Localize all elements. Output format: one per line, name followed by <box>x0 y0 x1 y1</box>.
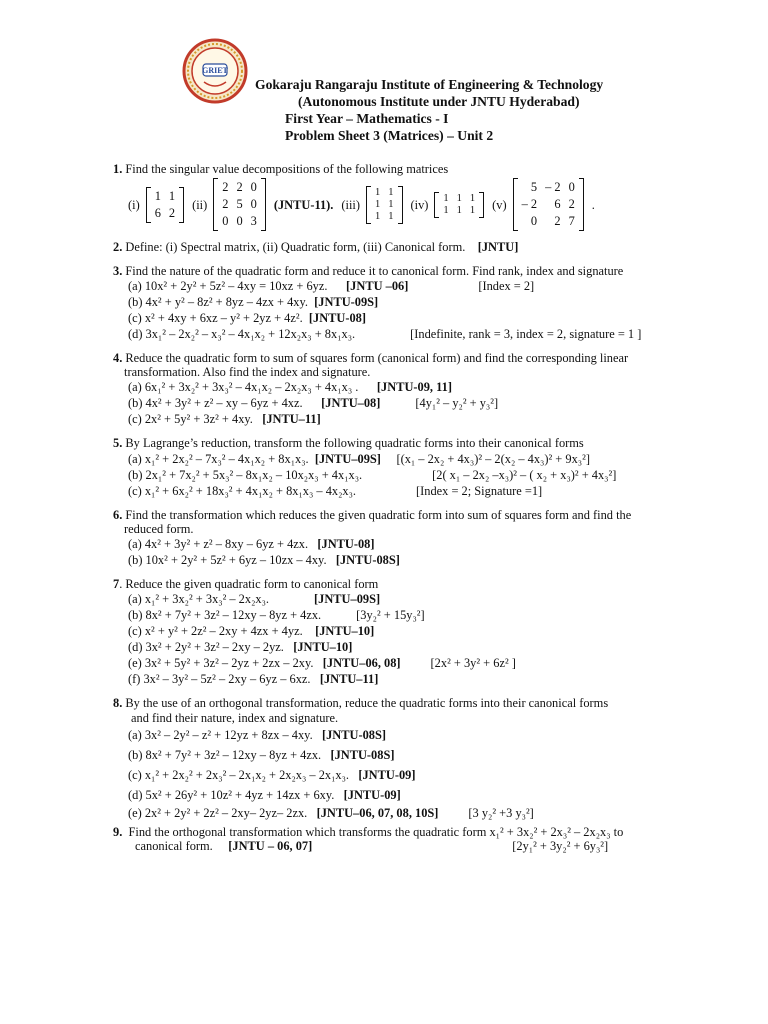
question-text: By the use of an orthogonal transformation, reduce the quadratic forms into their canonical forms <box>125 696 609 711</box>
question-text: Reduce the quadratic form to sum of squares form (canonical form) and find the corresponding linear <box>125 350 629 365</box>
question-8 <box>113 696 658 821</box>
problem-list <box>113 162 658 862</box>
question-5 <box>113 436 658 498</box>
question-number: 4. <box>113 350 123 365</box>
question-text: . Reduce the given quadratic form to canonical form <box>119 577 379 592</box>
question-text: Find the transformation which reduces the given quadratic form into sum of squares form and find the <box>125 507 632 522</box>
matrix-iv: 1 1 1 1 1 1 <box>434 192 484 218</box>
matrix-period: . <box>591 197 595 212</box>
question-number: 1. <box>113 162 123 176</box>
sub-question: (a) 4x² + 3y² + z² – 8xy – 6yz + 4zx. [JNTU-08] <box>128 537 375 552</box>
matrix-ii: 2 2 0 2 5 0 0 0 3 <box>213 178 266 231</box>
sub-question: (b) 4x² + y² – 8z² + 8yz – 4zx + 4xy. [JNTU-09S] <box>128 294 379 309</box>
question-number: 6. <box>113 507 123 522</box>
sub-question: (a) 6x₁² + 3x₂² + 3x₃² – 4x₁x₂ – 2x₂x₃ + 4x₁x₃ . [JNTU-09, 11] <box>128 380 452 395</box>
question-text-cont: reduced form. <box>124 521 194 536</box>
sub-question: (f) 3x² – 3y² – 5z² – 2xy – 6yz – 6xz. [JNTU–11] <box>128 672 379 687</box>
seal-lettering: GRIET <box>202 66 228 75</box>
sub-question: (c) x₁² + 2x₂² + 2x₃² – 2x₁x₂ + 2x₂x₃ – 2x₁x₃. [JNTU-09] <box>128 767 416 782</box>
question-number: 8. <box>113 696 123 711</box>
sub-question: (b) 8x² + 7y² + 3z² – 12xy – 8yz + 4zx. [JNTU-08S] <box>128 747 395 762</box>
question-2 <box>113 240 658 254</box>
question-text: By Lagrange’s reduction, transform the following quadratic forms into their canonical forms <box>125 436 584 451</box>
institute-name: Gokaraju Rangaraju Institute of Engineering & Technology <box>255 77 604 92</box>
question-text: Find the nature of the quadratic form and reduce it to canonical form. Find rank, index and signature <box>125 263 624 278</box>
sub-question: (e) 2x² + 2y² + 2z² – 2xy– 2yz– 2zx. [JNTU–06, 07, 08, 10S] [3 y₂² +3 y₃²] <box>128 805 534 820</box>
question-1 <box>113 162 658 231</box>
question-9 <box>113 825 658 854</box>
matrix-label: (iv) <box>410 197 429 212</box>
question-number: 7 <box>113 577 120 592</box>
matrix-label: (iii) <box>341 197 360 212</box>
course-title: First Year – Mathematics - I <box>285 111 449 126</box>
question-text-cont: canonical form. [JNTU – 06, 07] [2y₁² + 3y₂² + 6y₃²] <box>135 839 609 854</box>
question-text: Define: (i) Spectral matrix, (ii) Quadratic form, (iii) Canonical form. <box>125 240 466 255</box>
sheet-title: Problem Sheet 3 (Matrices) – Unit 2 <box>285 128 494 143</box>
question-number: 2. <box>113 240 123 255</box>
question-number: 9. <box>113 824 123 839</box>
question-text-cont: transformation. Also find the index and signature. <box>124 365 371 380</box>
matrix-label: (i) <box>128 197 140 212</box>
matrix-label: (ii) <box>192 197 208 212</box>
question-6 <box>113 508 658 569</box>
sub-question: (a) x₁² + 3x₂² + 3x₃² – 2x₂x₃. [JNTU–09S] <box>128 592 381 607</box>
question-text: Find the orthogonal transformation which transforms the quadratic form x₁² + 3x₂² + 2x₃² – 2x₂x₃ to <box>128 824 624 839</box>
document-header <box>255 76 675 144</box>
sub-question: (c) x² + y² + 2z² – 2xy + 4zx + 4yz. [JNTU–10] <box>128 624 375 639</box>
sub-question: (c) 2x² + 5y² + 3z² + 4xy. [JNTU–11] <box>128 412 321 427</box>
sub-question: (d) 5x² + 26y² + 10z² + 4yz + 14zx + 6xy. [JNTU-09] <box>128 787 401 802</box>
sub-question: (a) 10x² + 2y² + 5z² – 4xy = 10xz + 6yz. [JNTU –06] [Index = 2] <box>128 278 535 293</box>
sub-question: (b) 4x² + 3y² + z² – xy – 6yz + 4xz. [JNTU–08] [4y₁² – y₂² + y₃²] <box>128 396 499 411</box>
question-7 <box>113 577 658 687</box>
question-3 <box>113 264 658 342</box>
sub-question: (c) x² + 4xy + 6xz – y² + 2yz + 4z². [JNTU-08] <box>128 310 367 325</box>
sub-question: (b) 8x² + 7y² + 3z² – 12xy – 8yz + 4zx. [3y₂² + 15y₃²] <box>128 608 425 623</box>
college-seal-logo <box>182 38 248 104</box>
sub-question: (a) 3x² – 2y² – z² + 12yz + 8zx – 4xy. [JNTU-08S] <box>128 727 386 742</box>
matrix-v: 5 – 2 0 – 2 6 2 0 2 7 <box>513 178 584 231</box>
jntu-tag: [JNTU] <box>477 240 519 255</box>
sub-question: (b) 2x₁² + 7x₂² + 5x₃² – 8x₁x₂ – 10x₂x₃ + 4x₁x₃. [2( x₁ – 2x₂ –x₃)² – ( x₂ + x₃)² + 4x₃²] <box>128 467 617 482</box>
sub-question: (b) 10x² + 2y² + 5z² + 6yz – 10zx – 4xy. [JNTU-08S] <box>128 553 400 568</box>
sub-question: (e) 3x² + 5y² + 3z² – 2yz + 2zx – 2xy. [JNTU–06, 08] [2x² + 3y² + 6z² ] <box>128 656 516 671</box>
college-seal-icon <box>182 38 248 104</box>
question-text-cont: and find their nature, index and signature. <box>131 710 339 725</box>
question-number: 5. <box>113 436 123 451</box>
sub-question: (c) x₁² + 6x₂² + 18x₃² + 4x₁x₂ + 8x₁x₃ – 4x₂x₃. [Index = 2; Signature =1] <box>128 483 543 498</box>
matrices-row <box>113 178 658 231</box>
matrix-label: (v) <box>492 197 507 212</box>
jntu-tag: (JNTU-11). <box>273 197 334 212</box>
institute-subtitle: (Autonomous Institute under JNTU Hyderabad) <box>298 94 580 109</box>
matrix-i: 1 1 6 2 <box>146 187 184 223</box>
matrix-iii: 1 1 1 1 1 1 <box>366 186 403 224</box>
sub-question: (d) 3x₁² – 2x₂² – x₃² – 4x₁x₂ + 12x₂x₃ + 8x₁x₃. [Indefinite, rank = 3, index = 2, signature = 1 ] <box>128 326 642 341</box>
sub-question: (d) 3x² + 2y² + 3z² – 2xy – 2yz. [JNTU–10] <box>128 640 353 655</box>
question-4 <box>113 351 658 428</box>
question-number: 3. <box>113 263 123 278</box>
sub-question: (a) x₁² + 2x₂² – 7x₃² – 4x₁x₂ + 8x₁x₃. [JNTU–09S] [(x₁ – 2x₂ + 4x₃)² – 2(x₂ – 4x₃)² + 9x₃²] <box>128 451 590 466</box>
question-text: Find the singular value decompositions of the following matrices <box>125 162 449 176</box>
